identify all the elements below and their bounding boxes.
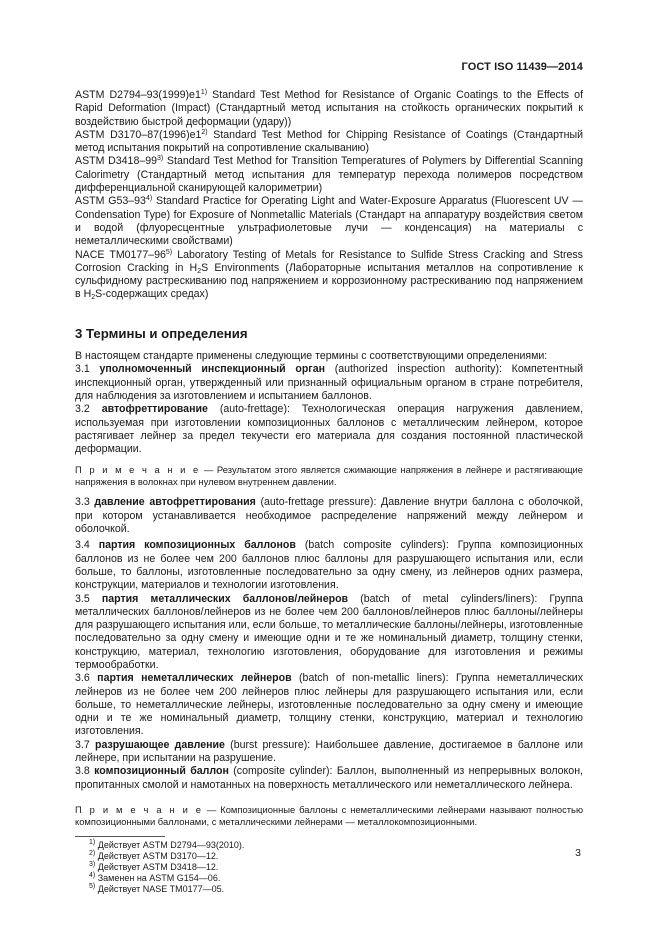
footnote-text: Действует ASTM D3418—12. bbox=[95, 861, 219, 872]
subscript: 2 bbox=[91, 294, 96, 302]
section-title: 3 Термины и определения bbox=[75, 325, 248, 341]
note-label: П р и м е ч а н и е bbox=[75, 464, 201, 476]
definition-term: партия композиционных баллонов bbox=[98, 539, 296, 552]
footnote-text: Действует NASE TM0177—05. bbox=[95, 883, 225, 894]
note bbox=[75, 804, 583, 828]
definition-item bbox=[75, 496, 583, 536]
footnote-mark: 3) bbox=[157, 155, 164, 163]
reference-text: Standard Test Method for Transition Temperatures of Polymers by Differential Scanning Calorimetry (Стандартный метод испытания для температур перехода полимеров посредством дифференциальной сканирующей калориметрии) bbox=[75, 155, 584, 195]
reference-item bbox=[75, 129, 583, 156]
footnote bbox=[89, 851, 583, 862]
reference-text: Standard Practice for Operating Light and Water-Exposure Apparatus (Fluorescent UV — Condensation Type) for Exposure of Nonmetallic Materials (Стандарт на аппаратуру воздействия светом и водой (флуоресцентные ультрафиолетовые лучи — конденсация) на материалы с неметаллическими свойствами) bbox=[75, 195, 583, 248]
reference-item bbox=[75, 249, 583, 302]
definition-text: (auto-frettage pressure): Давление внутри баллона с оболочкой, при котором устанавливается необходимое распределение напряжений между лейнером и оболочкой. bbox=[75, 496, 584, 536]
definition-number: 3.4 bbox=[75, 539, 99, 552]
page-number: 3 bbox=[575, 847, 581, 859]
reference-item bbox=[75, 89, 583, 129]
reference-item bbox=[75, 195, 583, 248]
reference-item bbox=[75, 155, 583, 195]
footnote-text: Действует ASTM D2794—93(2010). bbox=[95, 839, 245, 850]
definition-item bbox=[75, 593, 583, 673]
definition-item bbox=[75, 739, 583, 766]
definition-term: уполномоченный инспекционный орган bbox=[99, 363, 326, 376]
footnote-text: Заменен на ASTM G154—06. bbox=[95, 872, 221, 883]
subscript: 2 bbox=[197, 267, 202, 275]
definition-item bbox=[75, 363, 583, 403]
definition-item bbox=[75, 672, 583, 738]
page-content bbox=[75, 89, 583, 895]
definition-term: давление автофреттирования bbox=[94, 496, 256, 509]
reference-text: Standard Test Method for Resistance of Organic Coatings to the Effects of Rapid Deformation (Impact) (Стандартный метод испытания на стойкость органических покрытий к воздействию быстрой деформации (удару)) bbox=[75, 89, 584, 128]
footnote bbox=[89, 862, 583, 873]
definition-term: разрушающее давление bbox=[94, 738, 225, 751]
note bbox=[75, 464, 583, 488]
footnote-mark: 4) bbox=[89, 871, 96, 879]
definition-item bbox=[75, 403, 583, 456]
footnote-mark: 5) bbox=[165, 248, 173, 256]
footnote-divider bbox=[75, 836, 165, 837]
footnote-mark: 3) bbox=[89, 860, 96, 868]
definition-number: 3.2 bbox=[75, 403, 102, 416]
note-text: — Композиционные баллоны с неметаллическими лейнерами называют полностью композиционными баллонами, с металлическими лейнерами — металлокомпозиционными. bbox=[75, 803, 583, 827]
definition-text: (batch of non-metallic liners): Группа неметаллических лейнеров из не более чем 200 лейнеров плюс лейнеры для разрушающего испытания или, если больше, то неметаллические лейнеры, изготовленные последовательно за одну смену и имеющие одни и те же номинальный диаметр, толщину стенки, конструкцию, материал и технологию изготовления. bbox=[75, 672, 584, 738]
note-text: — Результатом этого является сжимающие напряжения в лейнере и растягивающие напряжения в волокнах при нулевом внутреннем давлении. bbox=[75, 464, 583, 488]
definition-text: (authorized inspection authority): Компетентный инспекционный орган, утвержденный или признанный официальным органом в стране потребителя, для наблюдения за изготовлением и испытанием баллонов. bbox=[75, 363, 583, 402]
definition-term: автофреттирование bbox=[101, 403, 208, 416]
reference-text: S Environments (Лабораторные испытания металлов на сопротивление к сульфидному растрескиванию под напряжением и коррозионному растрескиванию под напряжением в H bbox=[75, 261, 583, 301]
note-label: П р и м е ч а н и е bbox=[75, 803, 203, 815]
definition-number: 3.7 bbox=[75, 738, 95, 751]
footnote-mark: 2) bbox=[89, 849, 96, 857]
reference-code: ASTM D3418–99 bbox=[75, 155, 158, 168]
definition-item bbox=[75, 765, 583, 792]
reference-text: Standard Test Method for Chipping Resistance of Coatings (Стандартный метод испытания покрытий на сопротивление скалыванию) bbox=[75, 128, 583, 155]
reference-code: ASTM G53–93 bbox=[75, 195, 146, 208]
definition-term: партия металлических баллонов/лейнеров bbox=[101, 592, 349, 605]
reference-code: ASTM D2794–93(1999)e1 bbox=[75, 89, 201, 101]
footnote-mark: 1) bbox=[200, 89, 208, 96]
section-intro: В настоящем стандарте применены следующие термины с соответствующими определениями: bbox=[75, 350, 548, 363]
reference-code: ASTM D3170–87(1996)e1 bbox=[75, 128, 202, 141]
definition-term: партия неметаллических лейнеров bbox=[97, 672, 292, 685]
footnote bbox=[89, 884, 583, 895]
footnote bbox=[89, 873, 583, 884]
footnote-mark: 5) bbox=[89, 882, 96, 890]
definition-number: 3.5 bbox=[75, 592, 102, 605]
definition-number: 3.6 bbox=[75, 672, 98, 685]
definition-number: 3.1 bbox=[75, 363, 100, 376]
definition-term: композиционный баллон bbox=[94, 765, 229, 778]
reference-text: S-содержащих средах) bbox=[95, 288, 209, 301]
definition-number: 3.8 bbox=[75, 765, 95, 778]
reference-text: Laboratory Testing of Metals for Resistance to Sulfide Stress Cracking and Stress Corrosion Cracking in H bbox=[75, 248, 583, 274]
footnote-mark: 2) bbox=[201, 128, 208, 136]
definition-text: (batch of metal cylinders/liners): Группа металлических баллонов/лейнеров из не более чем 200 баллонов/лейнеров плюс баллоны/лейнеры для разрушающего испытания или, если больше, то металлические баллоны/лейнеры, изготовленные последовательно за одну смену и имеющие одни и те же номинальный диаметр, толщину стенки, конструкцию, материал, технологию изготовления, оборудование для изготовления и режимы термообработки. bbox=[75, 592, 583, 671]
footnote-mark: 1) bbox=[89, 838, 96, 846]
footnote-mark: 4) bbox=[145, 195, 153, 203]
document-header: ГОСТ ISO 11439—2014 bbox=[461, 61, 583, 73]
reference-code: NACE TM0177–96 bbox=[75, 248, 166, 261]
footnote bbox=[89, 840, 583, 851]
definition-text: (burst pressure): Наибольшее давление, достигаемое в баллоне или лейнере, при испытании на разрушение. bbox=[75, 738, 583, 765]
definition-text: (batch composite cylinders): Группа композиционных баллонов из не более чем 200 баллонов плюс баллоны для разрушающего испытания или, если больше, то баллоны, изготовленные последовательно за одну смену, из лейнеров одних размера, конструкции, материалов и технологии изготовления. bbox=[75, 539, 583, 592]
definition-number: 3.3 bbox=[75, 496, 95, 509]
footnote-text: Действует ASTM D3170—12. bbox=[95, 850, 219, 861]
definition-item bbox=[75, 539, 583, 592]
definition-text: (auto-frettage): Технологическая операция нагружения давлением, используемая при изготовлении композиционных баллонов с металлическим лейнером, которое растягивает лейнер за предел текучести его материала для создания постоянной пластической деформации. bbox=[75, 403, 584, 456]
definition-text: (composite cylinder): Баллон, выполненный из непрерывных волокон, пропитанных смолой и намотанных на поверхность металлического или неметаллического лейнера. bbox=[75, 765, 583, 791]
